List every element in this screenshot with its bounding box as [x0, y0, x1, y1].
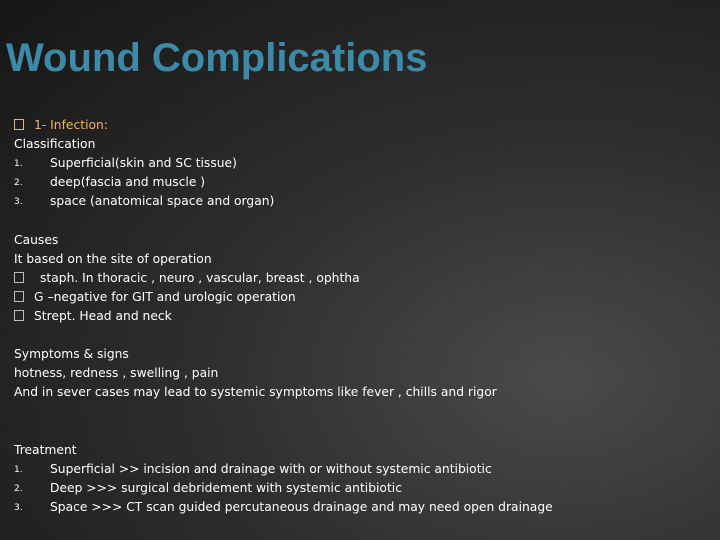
- causes-item: [14, 307, 704, 326]
- bullet-box-icon: [14, 291, 24, 302]
- bullet-box-icon: [14, 272, 24, 283]
- list-number: 1.: [14, 159, 23, 170]
- classification-heading: Classification: [14, 137, 96, 152]
- treatment-item: [14, 460, 704, 479]
- list-text: Space >>> CT scan guided percutaneous drainage and may need open drainage: [50, 499, 553, 514]
- infection-heading: 1- Infection:: [34, 118, 108, 132]
- list-number: 2.: [14, 178, 23, 189]
- list-text: Deep >>> surgical debridement with systemic antibiotic: [50, 480, 402, 495]
- symptoms-line: hotness, redness , swelling , pain: [14, 366, 219, 381]
- list-text: Superficial >> incision and drainage with or without systemic antibiotic: [50, 461, 492, 476]
- list-number: 3.: [14, 502, 23, 513]
- treatment-item: [14, 479, 704, 498]
- list-number: 3.: [14, 197, 23, 208]
- causes-intro: It based on the site of operation: [14, 251, 212, 266]
- causes-heading: Causes: [14, 232, 59, 247]
- classification-item: [14, 173, 704, 192]
- causes-item: [14, 288, 704, 307]
- causes-text: staph. In thoracic , neuro , vascular, breast , ophtha: [40, 270, 360, 285]
- classification-item: [14, 192, 704, 211]
- list-text: deep(fascia and muscle ): [50, 175, 206, 190]
- treatment-item: [14, 498, 704, 517]
- causes-item: [14, 269, 704, 288]
- list-text: Superficial(skin and SC tissue): [50, 156, 237, 171]
- symptoms-line: And in sever cases may lead to systemic symptoms like fever , chills and rigor: [14, 385, 497, 400]
- list-text: space (anatomical space and organ): [50, 194, 275, 209]
- bullet-box-icon: [14, 119, 24, 130]
- bullet-box-icon: [14, 310, 24, 321]
- classification-item: [14, 154, 704, 173]
- treatment-heading: Treatment: [14, 442, 77, 457]
- symptoms-heading: Symptoms & signs: [14, 347, 129, 362]
- causes-text: G –negative for GIT and urologic operation: [34, 289, 296, 304]
- list-number: 2.: [14, 483, 23, 494]
- slide-body: [14, 116, 704, 517]
- slide-title: Wound Complications: [6, 36, 428, 80]
- infection-heading-line: [14, 116, 704, 135]
- list-number: 1.: [14, 464, 23, 475]
- causes-text: Strept. Head and neck: [34, 308, 172, 323]
